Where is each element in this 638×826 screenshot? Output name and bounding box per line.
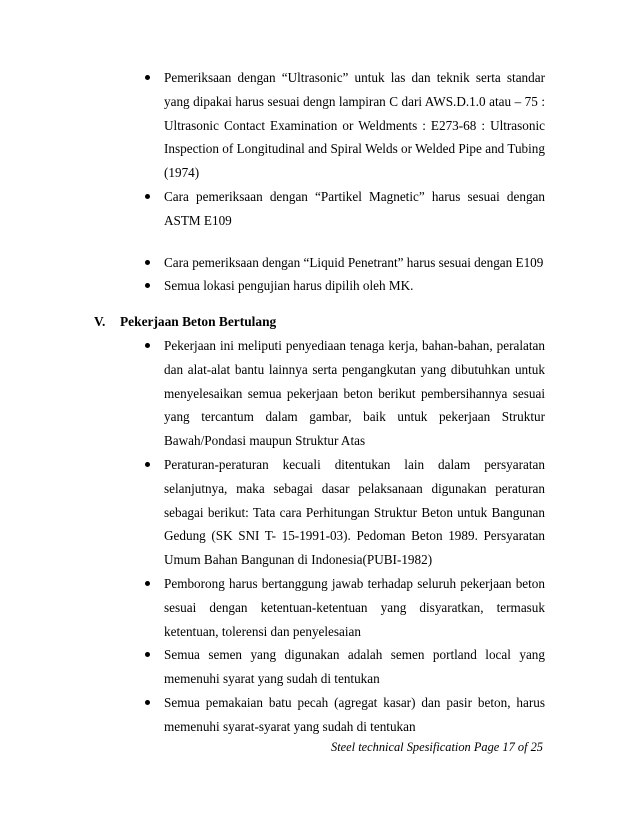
bullet-icon (145, 194, 150, 199)
bullet-icon (145, 581, 150, 586)
list-item (148, 691, 545, 739)
bullet-icon (145, 462, 150, 467)
bullet-icon (145, 700, 150, 705)
list-item (148, 185, 545, 233)
list-item (148, 453, 545, 572)
list-item-text: Peraturan-peraturan kecuali ditentukan lain dalam persyaratan selanjutnya, maka sebagai dasar pelaksanaan digunakan peraturan sebagai berikut: Tata cara Perhitungan Struktur Beton untuk Bangunan Gedung (SK SNI T- 15-1991-03). Pedoman Beton 1989. Persyaratan Umum Bahan Bangunan di Indonesia(PUBI-1982) (164, 456, 545, 568)
list-item-text: Semua semen yang digunakan adalah semen portland local yang memenuhi syarat yang sudah di tentukan (164, 647, 545, 687)
list-item-text: Cara pemeriksaan dengan “Liquid Penetrant” harus sesuai dengan E109 (164, 254, 544, 270)
bullet-icon (145, 260, 150, 265)
list-item (148, 66, 545, 185)
list-item-text: Pemeriksaan dengan “Ultrasonic” untuk las dan teknik serta standar yang dipakai harus sesuai dengn lampiran C dari AWS.D.1.0 atau – 75 : Ultrasonic Contact Examination or Weldments : E273-68 : Ultrasonic Inspection of Longitudinal and Spiral Welds or Welded Pipe and Tubing (1974) (164, 70, 545, 181)
list-item (148, 251, 545, 275)
list-item-text: Pekerjaan ini meliputi penyediaan tenaga kerja, bahan-bahan, peralatan dan alat-alat bantu lainnya serta pengangkutan yang dibutuhkan untuk menyelesaikan semua pekerjaan beton berikut pembersihannya sesuai yang tercantum dalam gambar, baik untuk pekerjaan Struktur Bawah/Pondasi maupun Struktur Atas (164, 338, 545, 449)
list-item-text: Cara pemeriksaan dengan “Partikel Magnetic” harus sesuai dengan ASTM E109 (164, 188, 545, 228)
list-item-text: Pemborong harus bertanggung jawab terhadap seluruh pekerjaan beton sesuai dengan ketentuan-ketentuan yang disyaratkan, termasuk ketentuan, tolerensi dan penyelesaian (164, 575, 545, 639)
list-item-text: Semua lokasi pengujian harus dipilih oleh MK. (164, 278, 414, 294)
section-number: V. (94, 314, 106, 329)
list-item (148, 274, 545, 298)
list-item (148, 572, 545, 643)
list-item (148, 334, 545, 453)
list-item (148, 643, 545, 691)
bullet-list-inspection (148, 66, 545, 298)
bullet-icon (145, 283, 150, 288)
section-title: Pekerjaan Beton Bertulang (120, 314, 277, 329)
bullet-list-concrete-work (148, 334, 545, 739)
page-footer: Steel technical Spesification Page 17 of 25 (331, 740, 543, 754)
bullet-icon (145, 343, 150, 348)
list-item-text: Semua pemakaian batu pecah (agregat kasar) dan pasir beton, harus memenuhi syarat-syarat yang sudah di tentukan (164, 694, 545, 734)
bullet-icon (145, 75, 150, 80)
section-heading (94, 313, 276, 331)
bullet-icon (145, 652, 150, 657)
